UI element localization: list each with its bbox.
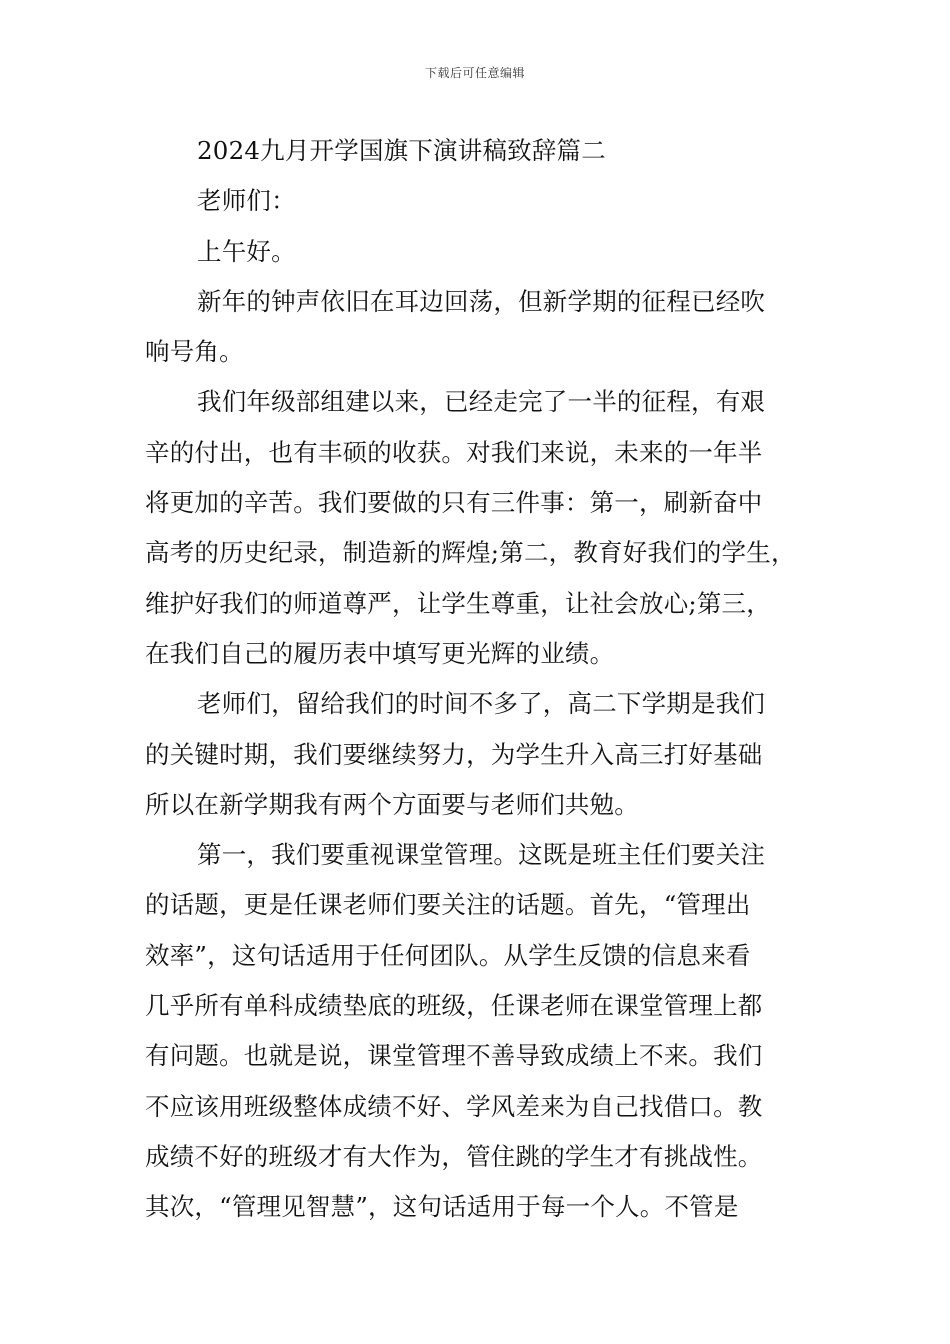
paragraph-line: 的关键时期，我们要继续努力，为学生升入高三打好基础 bbox=[145, 739, 763, 769]
paragraph-line: 响号角。 bbox=[145, 337, 244, 367]
paragraph-line: 其次，“管理见智慧”，这句话适用于每一个人。不管是 bbox=[145, 1192, 739, 1222]
paragraph-line: 成绩不好的班级才有大作为，管住跳的学生才有挑战性。 bbox=[145, 1141, 763, 1171]
paragraph-line: 老师们，留给我们的时间不多了，高二下学期是我们 bbox=[197, 689, 766, 719]
paragraph-line: 几乎所有单科成绩垫底的班级，任课老师在课堂管理上都 bbox=[145, 991, 763, 1021]
paragraph-line: 有问题。也就是说，课堂管理不善导致成绩上不来。我们 bbox=[145, 1041, 763, 1071]
paragraph-line: 第一，我们要重视课堂管理。这既是班主任们要关注 bbox=[197, 840, 766, 870]
paragraph-line: 效率”，这句话适用于任何团队。从学生反馈的信息来看 bbox=[145, 940, 751, 970]
document-title: 2024九月开学国旗下演讲稿致辞篇二 bbox=[197, 136, 606, 165]
paragraph-line: 的话题，更是任课老师们要关注的话题。首先，“管理出 bbox=[145, 890, 751, 920]
paragraph-line: 高考的历史纪录，制造新的辉煌;第二，教育好我们的学生， bbox=[145, 538, 796, 568]
paragraph-line: 将更加的辛苦。我们要做的只有三件事：第一，刷新奋中 bbox=[145, 488, 763, 518]
paragraph-line: 辛的付出，也有丰硕的收获。对我们来说，未来的一年半 bbox=[145, 437, 763, 467]
document-body bbox=[145, 126, 813, 1233]
paragraph-line: 维护好我们的师道尊严，让学生尊重，让社会放心;第三， bbox=[145, 588, 771, 618]
paragraph-line: 在我们自己的履历表中填写更光辉的业绩。 bbox=[145, 638, 615, 668]
page-header-note: 下载后可任意编辑 bbox=[424, 66, 525, 80]
greeting: 上午好。 bbox=[197, 236, 296, 266]
paragraph-line: 新年的钟声依旧在耳边回荡，但新学期的征程已经吹 bbox=[197, 286, 766, 316]
salutation: 老师们： bbox=[197, 186, 296, 216]
paragraph-line: 所以在新学期我有两个方面要与老师们共勉。 bbox=[145, 789, 639, 819]
paragraph-line: 我们年级部组建以来，已经走完了一半的征程，有艰 bbox=[197, 387, 766, 417]
paragraph-line: 不应该用班级整体成绩不好、学风差来为自己找借口。教 bbox=[145, 1091, 763, 1121]
